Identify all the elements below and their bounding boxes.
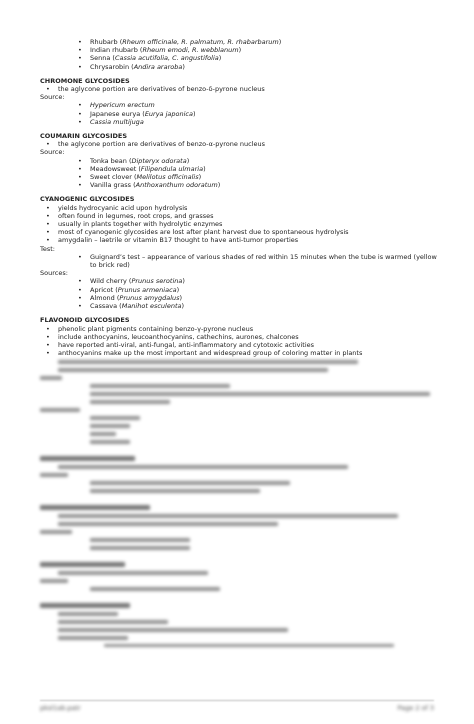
blurred-content <box>40 358 440 648</box>
list-item: • Apricot (Prunus armeniaca) <box>40 286 440 294</box>
source-label: Source: <box>40 148 65 157</box>
footer-filename: pksl1ab.patr <box>40 704 81 712</box>
list-item: • yields hydrocyanic acid upon hydrolysis <box>40 204 440 212</box>
document-content <box>40 38 440 648</box>
footer-divider <box>40 700 434 701</box>
list-item: • Sweet clover (Melilotus officinalis) <box>40 173 440 181</box>
source-label: Sources: <box>40 269 68 278</box>
list-item: • Chrysarobin (Andira araroba) <box>40 63 440 71</box>
list-item: • Senna (Cassia acutifolia, C. angustifolia) <box>40 54 440 62</box>
list-item: • phenolic plant pigments containing benzo-γ-pyrone nucleus <box>40 325 440 333</box>
list-item: • Tonka bean (Dipteryx odorata) <box>40 157 440 165</box>
list-item: • Almond (Prunus amygdalus) <box>40 294 440 302</box>
source-label: Source: <box>40 93 65 102</box>
list-item: • Meadowsweet (Filipendula ulmaria) <box>40 165 440 173</box>
list-item: • the aglycone portion are derivatives of benzo-α-pyrone nucleus <box>40 140 440 148</box>
list-item: • Rhubarb (Rheum officinale, R. palmatum, R. rhabarbarum) <box>40 38 440 46</box>
list-item: • the aglycone portion are derivatives of benzo-δ-pyrone nucleus <box>40 85 440 93</box>
list-item: • Indian rhubarb (Rheum emodi, R. webblanum) <box>40 46 440 54</box>
list-item: • Hypericum erectum <box>40 101 440 109</box>
list-item: • have reported anti-viral, anti-fungal, anti-inflammatory and cytotoxic activities <box>40 341 440 349</box>
list-item: • Cassia multijuga <box>40 118 440 126</box>
section-heading-flavonoid: FLAVONOID GLYCOSIDES <box>40 316 130 325</box>
list-item: • Wild cherry (Prunus serotina) <box>40 277 440 285</box>
list-item: • most of cyanogenic glycosides are lost after plant harvest due to spontaneous hydrolysis <box>40 228 440 236</box>
page-footer <box>40 704 434 712</box>
list-item: • anthocyanins make up the most important and widespread group of coloring matter in plants <box>40 349 440 357</box>
list-item: • amygdalin – laetrile or vitamin B17 thought to have anti-tumor properties <box>40 236 440 244</box>
list-item: • Vanilla grass (Anthoxanthum odoratum) <box>40 181 440 189</box>
section-heading-cyanogenic: CYANOGENIC GLYCOSIDES <box>40 195 135 204</box>
list-item: • Cassava (Manihot esculenta) <box>40 302 440 310</box>
list-item: • usually in plants together with hydrolytic enzymes <box>40 220 440 228</box>
list-item: • include anthocyanins, leucoanthocyanins, cathechins, aurones, chalcones <box>40 333 440 341</box>
list-item: • Japanese eurya (Eurya japonica) <box>40 110 440 118</box>
test-label: Test: <box>40 244 55 253</box>
section-heading-chromone: CHROMONE GLYCOSIDES <box>40 76 130 85</box>
section-heading-coumarin: COUMARIN GLYCOSIDES <box>40 132 128 141</box>
list-item: • Guignard’s test – appearance of various shades of red within 15 minutes when the tube is warmed (yellow to brick red) <box>40 253 440 269</box>
top-source-list <box>40 38 440 71</box>
list-item: • often found in legumes, root crops, and grasses <box>40 212 440 220</box>
page-number: Page 2 of 3 <box>397 704 434 712</box>
